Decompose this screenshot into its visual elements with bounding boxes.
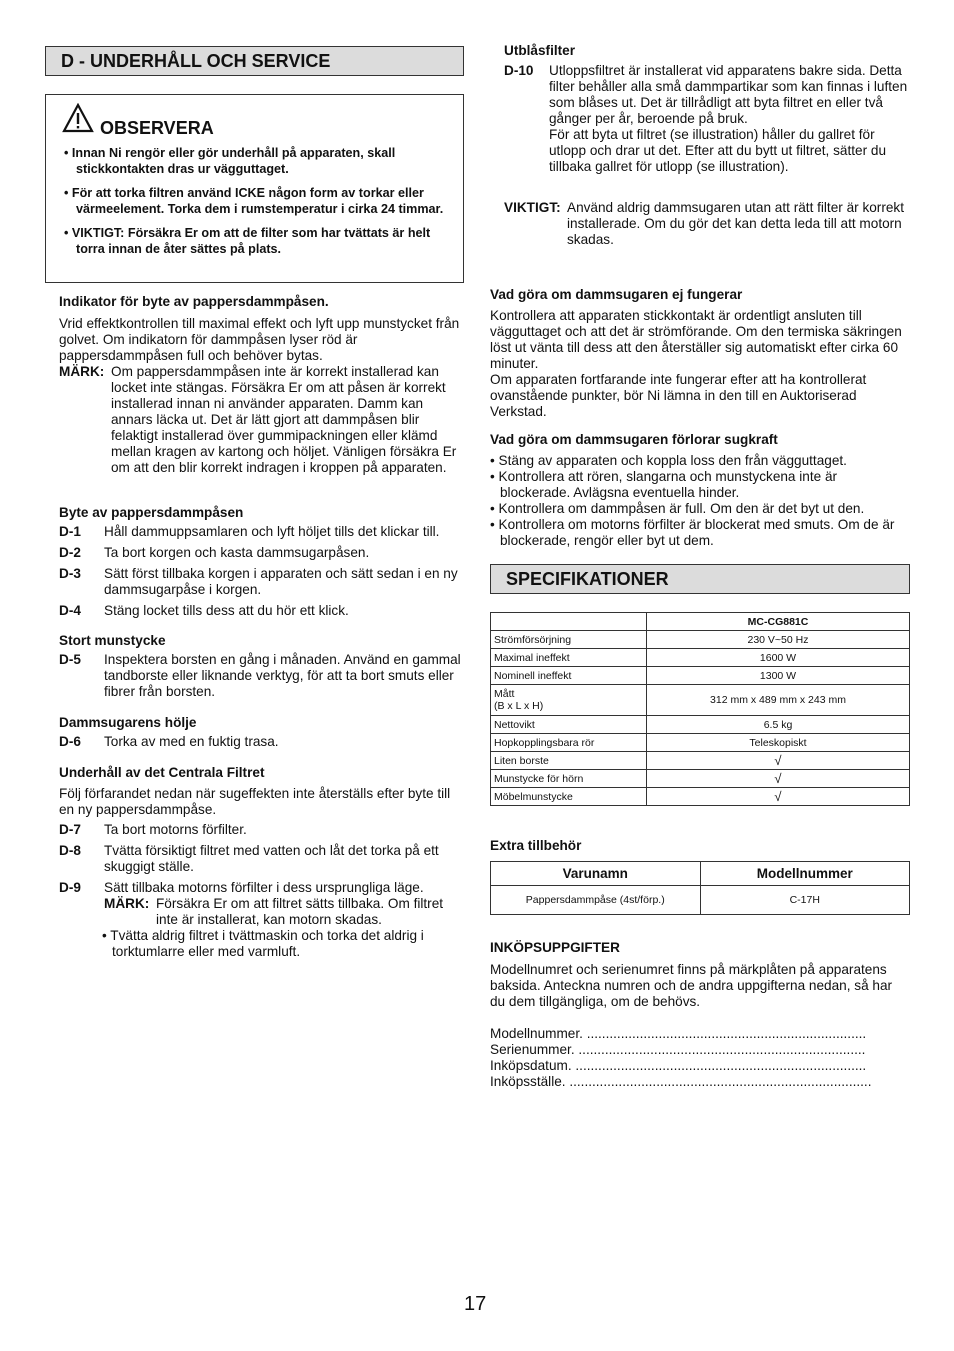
central-filter-bullet: • Tvätta aldrig filtret i tvättmaskin och torka det aldrig i torktumlarre eller med varmluft. xyxy=(102,928,424,959)
step-item xyxy=(59,566,464,598)
table-cell: Strömförsörjning xyxy=(491,631,647,649)
step-item xyxy=(59,822,464,838)
step-label: D-9 xyxy=(59,880,81,895)
step-item xyxy=(59,734,464,750)
step-label: D-7 xyxy=(59,822,81,837)
purchase-line: Modellnummer. .......................................................................... xyxy=(490,1026,867,1041)
note-label: MÄRK: xyxy=(59,364,105,379)
step-item xyxy=(504,63,909,175)
purchase-line: Inköpsdatum. ............................................................................. xyxy=(490,1058,867,1073)
not-working-text-2: Om apparaten fortfarande inte fungerar efter att ha kontrollerat ovanstående punkter, bör Ni lämna in den till en Auktoriserad Verkstad. xyxy=(490,372,867,419)
table-cell: Nettovikt xyxy=(491,716,647,734)
note-text: Om pappersdammpåsen inte är korrekt installerad kan locket inte stängas. Försäkra Er om att påsen är korrekt installerad innan ni använder apparaten. Damm kan annars läcka ut. Det är lätt gjort att dammpåsen blir felaktigt installerad över gummipackningen eller klämd mellan kragen av kartong och höljet. Vänligen försäkra Er om att den blir korrekt indragen i kroppen på apparaten. xyxy=(111,364,457,475)
dimension-label: Mått xyxy=(494,688,515,700)
model-header: MC-CG881C xyxy=(647,613,910,631)
table-row xyxy=(491,734,910,752)
section-title: D - UNDERHÅLL OCH SERVICE xyxy=(61,50,331,71)
purchase-heading: INKÖPSUPPGIFTER xyxy=(490,940,620,955)
list-item: • För att torka filtren använd ICKE någon form av torkar eller värmeelement. Torka dem i rumstemperatur i cirka 24 timmar. xyxy=(64,186,444,216)
suction-loss-heading: Vad göra om dammsugaren förlorar sugkraft xyxy=(490,432,778,447)
table-cell: Teleskopiskt xyxy=(647,734,910,752)
warning-triangle-icon xyxy=(62,103,94,138)
table-cell: 6.5 kg xyxy=(647,716,910,734)
table-row xyxy=(491,770,910,788)
table-row xyxy=(491,716,910,734)
step-label: D-10 xyxy=(504,63,534,78)
list-item: • Kontrollera att rören, slangarna och munstyckena inte är blockerade. Avlägsna eventuella hinder. xyxy=(490,469,838,500)
list-item: • Stäng av apparaten och koppla loss den från vägguttaget. xyxy=(490,453,847,468)
step-label: D-1 xyxy=(59,524,81,539)
list-item: • Kontrollera om motorns förfilter är blockerat med smuts. Om de är blockerade, rengör eller byt ut dem. xyxy=(490,517,895,548)
nozzle-section xyxy=(59,633,464,705)
table-row xyxy=(491,667,910,685)
table-row xyxy=(491,649,910,667)
section-heading-maintenance xyxy=(45,46,464,76)
step-label: D-3 xyxy=(59,566,81,581)
not-working-text-1: Kontrollera att apparaten stickkontakt är ordentligt ansluten till vägguttaget och att det är strömförande. Om den termiska säkringen löst ut vänta till dess att den återställer sig automatiskt efter cirka 60 minuter. xyxy=(490,308,902,371)
central-filter-intro: Följ förfarandet nedan när sugeffekten inte återställs efter byte till en ny pappersdammpåse. xyxy=(59,786,451,817)
table-row xyxy=(491,685,910,716)
table-cell: √ xyxy=(647,788,910,806)
exhaust-text-2: För att byta ut filtret (se illustration) håller du gallret för utlopp och drar ut det. Efter att du bytt ut filtret, sätter du tillbaka gallret för utlopp (se illustration). xyxy=(549,127,887,174)
table-header-row xyxy=(491,613,910,631)
section-title: SPECIFIKATIONER xyxy=(506,568,669,589)
table-cell: Möbelmunstycke xyxy=(491,788,647,806)
spec-table xyxy=(490,612,910,806)
step-item xyxy=(59,524,464,540)
step-label: D-5 xyxy=(59,652,81,667)
step-item xyxy=(59,652,464,700)
accessories-heading xyxy=(490,838,581,857)
table-cell: Liten borste xyxy=(491,752,647,770)
exhaust-heading: Utblåsfilter xyxy=(504,43,576,58)
note-label: MÄRK: xyxy=(104,896,150,911)
table-cell: 312 mm x 489 mm x 243 mm xyxy=(647,685,910,716)
table-row xyxy=(491,788,910,806)
list-item: • VIKTIGT: Försäkra Er om att de filter som har tvättats är helt torra innan de åter sättes på plats. xyxy=(64,226,431,256)
nozzle-heading: Stort munstycke xyxy=(59,633,166,648)
observera-box xyxy=(45,94,464,283)
list-item: • Innan Ni rengör eller gör underhåll på apparaten, skall stickkontakten dras ur vägguttaget. xyxy=(64,146,396,176)
table-cell: √ xyxy=(647,752,910,770)
suction-loss-section xyxy=(490,432,910,549)
step-label: D-6 xyxy=(59,734,81,749)
purchase-line: Inköpsställe. ................................................................................ xyxy=(490,1074,872,1089)
indicator-note xyxy=(59,364,464,476)
table-cell: Munstycke för hörn xyxy=(491,770,647,788)
table-cell: Maximal ineffekt xyxy=(491,649,647,667)
important-label: VIKTIGT: xyxy=(504,200,561,215)
table-cell: 230 V~50 Hz xyxy=(647,631,910,649)
exhaust-section xyxy=(504,43,909,248)
step-text: Sätt först tillbaka korgen i apparaten och sätt sedan i en ny dammsugarpåse i korgen. xyxy=(104,566,458,597)
observera-title: OBSERVERA xyxy=(100,118,214,138)
not-working-heading: Vad göra om dammsugaren ej fungerar xyxy=(490,287,743,302)
indicator-section xyxy=(59,294,464,476)
step-label: D-2 xyxy=(59,545,81,560)
table-cell xyxy=(491,613,647,631)
table-cell: 1600 W xyxy=(647,649,910,667)
table-row xyxy=(491,631,910,649)
column-header: Modellnummer xyxy=(700,862,910,886)
step-text: Tvätta försiktigt filtret med vatten och låt det torka på ett skuggigt ställe. xyxy=(104,843,439,874)
step-label: D-4 xyxy=(59,603,81,618)
not-working-section xyxy=(490,287,910,420)
central-filter-note xyxy=(59,896,464,928)
purchase-line: Serienummer. ............................................................................ xyxy=(490,1042,866,1057)
step-text: Stäng locket tills dess att du hör ett klick. xyxy=(104,603,349,618)
accessories-table xyxy=(490,861,910,915)
bag-change-section xyxy=(59,505,464,624)
indicator-heading: Indikator för byte av pappersdammpåsen. xyxy=(59,294,329,309)
casing-section xyxy=(59,715,464,755)
step-text: Sätt tillbaka motorns förfilter i dess ursprungliga läge. xyxy=(104,880,424,895)
table-row xyxy=(491,752,910,770)
indicator-text: Vrid effektkontrollen till maximal effekt och lyft upp munstycket från golvet. Om indikatorn för dammpåsen lyser röd är pappersdammpåsen full och behöver bytas. xyxy=(59,316,460,363)
page-number: 17 xyxy=(464,1293,487,1315)
list-item: • Kontrollera om dammpåsen är full. Om den är det byt ut den. xyxy=(490,501,865,516)
bag-change-heading: Byte av pappersdammpåsen xyxy=(59,505,244,520)
dimension-sublabel: (B x L x H) xyxy=(494,700,544,712)
step-text: Inspektera borsten en gång i månaden. Använd en gammal tandborste eller liknande verktyg, för att ta bort smuts eller fibrer från borsten. xyxy=(104,652,461,699)
central-filter-heading: Underhåll av det Centrala Filtret xyxy=(59,765,265,780)
step-text: Torka av med en fuktig trasa. xyxy=(104,734,279,749)
step-text: Ta bort motorns förfilter. xyxy=(104,822,247,837)
step-item xyxy=(59,545,464,561)
step-label: D-8 xyxy=(59,843,81,858)
column-header: Varunamn xyxy=(491,862,701,886)
table-header-row xyxy=(491,862,910,886)
section-heading-specs xyxy=(490,564,910,594)
table-cell: Pappersdammpåse (4st/förp.) xyxy=(491,886,701,915)
exhaust-important xyxy=(504,200,909,248)
observera-list xyxy=(64,145,444,265)
table-cell xyxy=(491,685,647,716)
observera-header xyxy=(62,103,214,138)
purchase-text: Modellnumret och serienumret finns på märkplåten på apparatens baksida. Anteckna numren och de andra uppgifterna nedan, så har du dem tillgängliga, om de behövs. xyxy=(490,962,893,1009)
step-text: Ta bort korgen och kasta dammsugarpåsen. xyxy=(104,545,370,560)
table-cell: 1300 W xyxy=(647,667,910,685)
accessories-title: Extra tillbehör xyxy=(490,838,582,853)
step-item xyxy=(59,880,464,896)
casing-heading: Dammsugarens hölje xyxy=(59,715,197,730)
step-text xyxy=(549,63,909,175)
important-text: Använd aldrig dammsugaren utan att rätt filter är korrekt installerade. Om du gör det kan detta leda till att motorn skadas. xyxy=(567,200,904,247)
step-text: Håll dammuppsamlaren och lyft höljet tills det klickar till. xyxy=(104,524,440,539)
central-filter-section xyxy=(59,765,464,960)
step-item xyxy=(59,843,464,875)
purchase-section xyxy=(490,940,910,1090)
table-cell: C-17H xyxy=(700,886,910,915)
table-row xyxy=(491,886,910,915)
exhaust-text-1: Utloppsfiltret är installerat vid apparatens bakre sida. Detta filter behåller alla små dammpartikar som kan finnas i luften som blåses ut. Det är tillrådligt att byta filtret en eller två gånger per år, beroende på bruk. xyxy=(549,63,908,126)
table-cell: Hopkopplingsbara rör xyxy=(491,734,647,752)
step-item xyxy=(59,603,464,619)
table-cell: √ xyxy=(647,770,910,788)
note-text: Försäkra Er om att filtret sätts tillbaka. Om filtret inte är installerat, kan motorn skadas. xyxy=(156,896,444,927)
table-cell: Nominell ineffekt xyxy=(491,667,647,685)
bag-change-steps xyxy=(59,524,464,619)
